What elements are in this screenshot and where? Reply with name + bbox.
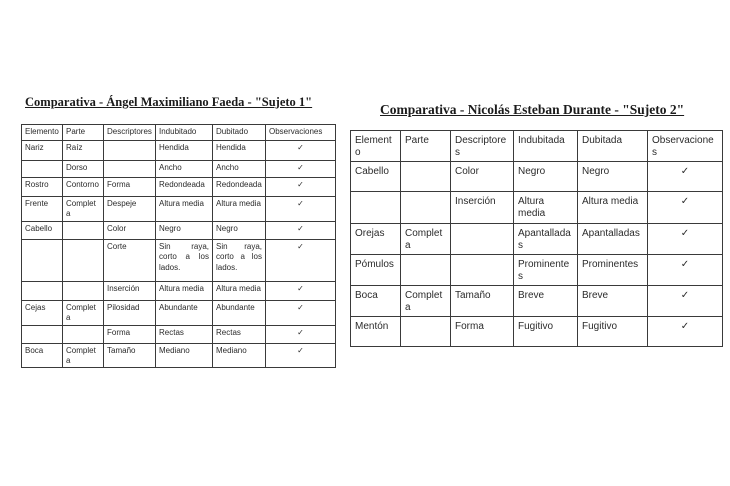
table-cell <box>63 239 104 281</box>
check-icon: ✓ <box>266 161 336 178</box>
table-cell: Altura media <box>514 192 578 224</box>
table-cell: Completa <box>63 300 104 325</box>
table-cell: Negro <box>156 221 213 239</box>
table-cell: Negro <box>213 221 266 239</box>
check-icon: ✓ <box>266 178 336 197</box>
column-header: Dubitado <box>213 125 266 141</box>
table-cell: Nariz <box>22 141 63 161</box>
table-cell: Cejas <box>22 300 63 325</box>
table-cell <box>22 239 63 281</box>
table-cell: Redondeada <box>213 178 266 197</box>
check-icon: ✓ <box>648 317 723 347</box>
table-cell: Frente <box>22 197 63 222</box>
table-cell <box>22 161 63 178</box>
check-icon: ✓ <box>648 286 723 317</box>
table-cell <box>104 161 156 178</box>
table-cell <box>63 281 104 300</box>
table-cell: Fugitivo <box>514 317 578 347</box>
table-row <box>351 224 723 255</box>
table-cell: Rostro <box>22 178 63 197</box>
table-cell: Forma <box>104 178 156 197</box>
table-cell: Rectas <box>156 325 213 343</box>
table-cell: Orejas <box>351 224 401 255</box>
table-cell: Despeje <box>104 197 156 222</box>
check-icon: ✓ <box>266 197 336 222</box>
table-cell <box>351 192 401 224</box>
header-row <box>351 131 723 162</box>
table-cell: Completa <box>63 343 104 368</box>
table-cell: Negro <box>578 162 648 192</box>
table-cell: Prominentes <box>578 255 648 286</box>
table-cell: Apantalladas <box>514 224 578 255</box>
table-cell <box>401 192 451 224</box>
table-row <box>22 221 336 239</box>
check-icon: ✓ <box>266 221 336 239</box>
table-cell: Breve <box>514 286 578 317</box>
table-cell: Color <box>451 162 514 192</box>
table-cell: Contorno <box>63 178 104 197</box>
table-row <box>22 239 336 281</box>
comparison-table-sujeto2 <box>350 130 723 347</box>
table-cell: Sin raya, corto a los lados. <box>213 239 266 281</box>
table-cell: Pómulos <box>351 255 401 286</box>
column-header: Descriptores <box>104 125 156 141</box>
table-row <box>22 197 336 222</box>
table-cell: Cabello <box>22 221 63 239</box>
table-cell: Boca <box>22 343 63 368</box>
table-cell: Altura media <box>213 197 266 222</box>
table-cell: Completa <box>401 224 451 255</box>
check-icon: ✓ <box>266 343 336 368</box>
table-cell: Inserción <box>104 281 156 300</box>
table-cell: Corte <box>104 239 156 281</box>
table-cell: Forma <box>104 325 156 343</box>
table-cell: Tamaño <box>104 343 156 368</box>
table-cell: Boca <box>351 286 401 317</box>
check-icon: ✓ <box>266 239 336 281</box>
table-row <box>22 141 336 161</box>
table-cell: Pilosidad <box>104 300 156 325</box>
column-header: Dubitada <box>578 131 648 162</box>
table-cell: Completa <box>401 286 451 317</box>
check-icon: ✓ <box>266 281 336 300</box>
table-cell: Color <box>104 221 156 239</box>
table-cell: Tamaño <box>451 286 514 317</box>
column-header: Parte <box>63 125 104 141</box>
table1-title: Comparativa - Ángel Maximiliano Faeda - "Sujeto 1" <box>25 95 313 109</box>
table-cell: Hendida <box>156 141 213 161</box>
table-cell <box>401 317 451 347</box>
column-header: Indubitado <box>156 125 213 141</box>
table-row <box>351 192 723 224</box>
table-cell: Negro <box>514 162 578 192</box>
table-row <box>351 317 723 347</box>
table-row <box>22 343 336 368</box>
table-cell: Sin raya, corto a los lados. <box>156 239 213 281</box>
table-cell <box>22 281 63 300</box>
table-cell: Raíz <box>63 141 104 161</box>
check-icon: ✓ <box>266 300 336 325</box>
table-cell: Cabello <box>351 162 401 192</box>
table-cell: Ancho <box>156 161 213 178</box>
table-cell <box>104 141 156 161</box>
table-cell <box>401 255 451 286</box>
check-icon: ✓ <box>266 141 336 161</box>
column-header: Descriptores <box>451 131 514 162</box>
table-cell: Completa <box>63 197 104 222</box>
table-row <box>22 300 336 325</box>
table-cell: Forma <box>451 317 514 347</box>
table-cell <box>451 255 514 286</box>
column-header: Elemento <box>22 125 63 141</box>
table-cell <box>22 325 63 343</box>
table-row <box>351 255 723 286</box>
column-header: Elemento <box>351 131 401 162</box>
table-cell: Altura media <box>156 197 213 222</box>
header-row <box>22 125 336 141</box>
check-icon: ✓ <box>648 255 723 286</box>
comparison-table-sujeto1 <box>21 124 336 368</box>
table-cell: Fugitivo <box>578 317 648 347</box>
column-header: Indubitada <box>514 131 578 162</box>
table-cell: Altura media <box>578 192 648 224</box>
table-cell: Altura media <box>213 281 266 300</box>
table-cell <box>451 224 514 255</box>
table-cell: Altura media <box>156 281 213 300</box>
table-row <box>22 161 336 178</box>
table-cell: Abundante <box>213 300 266 325</box>
column-header: Observaciones <box>648 131 723 162</box>
table-row <box>351 162 723 192</box>
table-cell <box>63 221 104 239</box>
table-cell: Rectas <box>213 325 266 343</box>
table-cell: Inserción <box>451 192 514 224</box>
check-icon: ✓ <box>266 325 336 343</box>
table-row <box>351 286 723 317</box>
check-icon: ✓ <box>648 224 723 255</box>
table-cell: Prominentes <box>514 255 578 286</box>
table-cell: Apantalladas <box>578 224 648 255</box>
column-header: Observaciones <box>266 125 336 141</box>
check-icon: ✓ <box>648 162 723 192</box>
table-cell <box>401 162 451 192</box>
table2-title: Comparativa - Nicolás Esteban Durante - "Sujeto 2" <box>380 102 685 117</box>
table-cell: Abundante <box>156 300 213 325</box>
column-header: Parte <box>401 131 451 162</box>
table-cell: Ancho <box>213 161 266 178</box>
table-cell: Mediano <box>156 343 213 368</box>
check-icon: ✓ <box>648 192 723 224</box>
table-cell: Hendida <box>213 141 266 161</box>
table-cell: Mentón <box>351 317 401 347</box>
table-cell: Mediano <box>213 343 266 368</box>
table-row <box>22 178 336 197</box>
table-row <box>22 325 336 343</box>
table-cell <box>63 325 104 343</box>
table-cell: Dorso <box>63 161 104 178</box>
table-cell: Breve <box>578 286 648 317</box>
table-row <box>22 281 336 300</box>
table-cell: Redondeada <box>156 178 213 197</box>
